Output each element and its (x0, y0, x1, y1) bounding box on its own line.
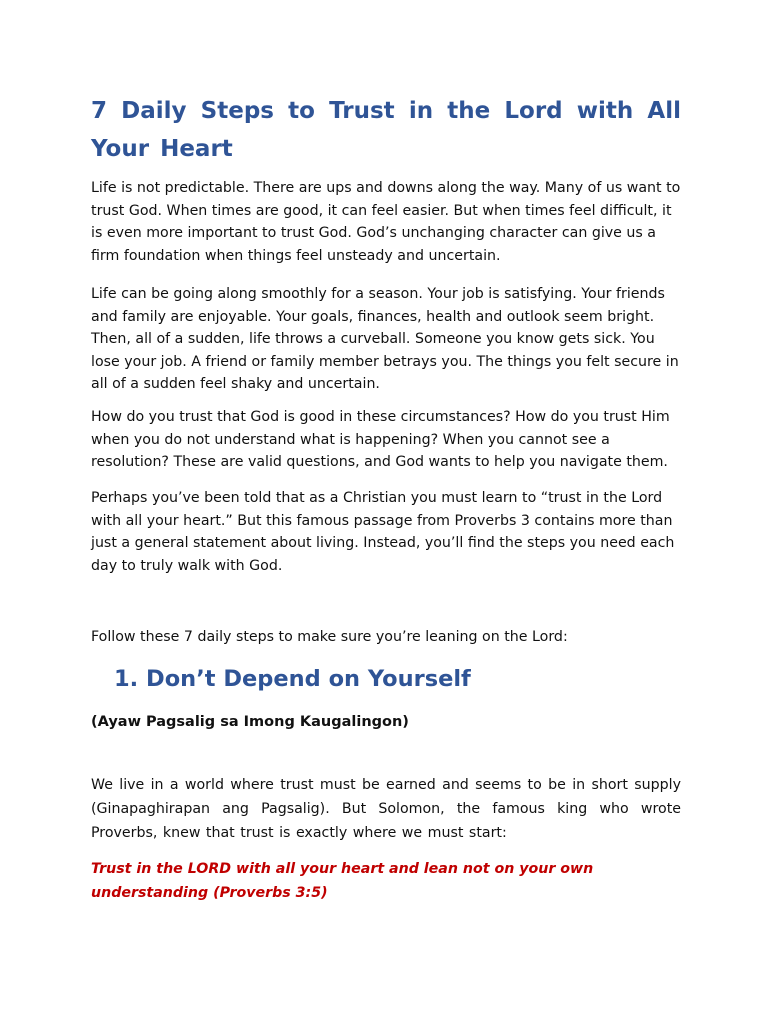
questions-paragraph: How do you trust that God is good in these circumstances? How do you trust Him when you do not understand what is happening? When you cannot see a resolution? These are valid questions, and God wants to help you navigate them. (91, 409, 670, 470)
step-1-paragraph: We live in a world where trust must be earned and seems to be in short supply (Ginapaghirapan ang Pagsalig). But Solomon, the famous king who wrote Proverbs, knew that trust is exactly where we must start: (91, 777, 681, 841)
scripture-verse: Trust in the LORD with all your heart and lean not on your own understanding (Proverbs 3:5) (91, 861, 594, 901)
step-1-subheading: (Ayaw Pagsalig sa Imong Kaugalingon) (91, 714, 409, 730)
proverbs-paragraph: Perhaps you’ve been told that as a Christian you must learn to “trust in the Lord with all your heart.” But this famous passage from Proverbs 3 contains more than just a general statement about living. Instead, you’ll find the steps you need each day to truly walk with God. (91, 490, 675, 574)
step-1-heading: 1. Don’t Depend on Yourself (114, 666, 471, 692)
intro-paragraph: Life is not predictable. There are ups and downs along the way. Many of us want to trust God. When times are good, it can feel easier. But when times feel difficult, it is even more important to trust God. God’s unchanging character can give us a firm foundation when things feel unsteady and uncertain. (91, 180, 681, 264)
steps-intro-paragraph: Follow these 7 daily steps to make sure you’re leaning on the Lord: (91, 629, 568, 645)
life-season-paragraph: Life can be going along smoothly for a season. Your job is satisfying. Your friends and family are enjoyable. Your goals, finances, health and outlook seem bright. Then, all of a sudden, life throws a curveball. Someone you know gets sick. You lose your job. A friend or family member betrays you. The things you felt secure in all of a sudden feel shaky and uncertain. (91, 286, 679, 392)
page-title: 7 Daily Steps to Trust in the Lord with All Your Heart (91, 98, 681, 162)
